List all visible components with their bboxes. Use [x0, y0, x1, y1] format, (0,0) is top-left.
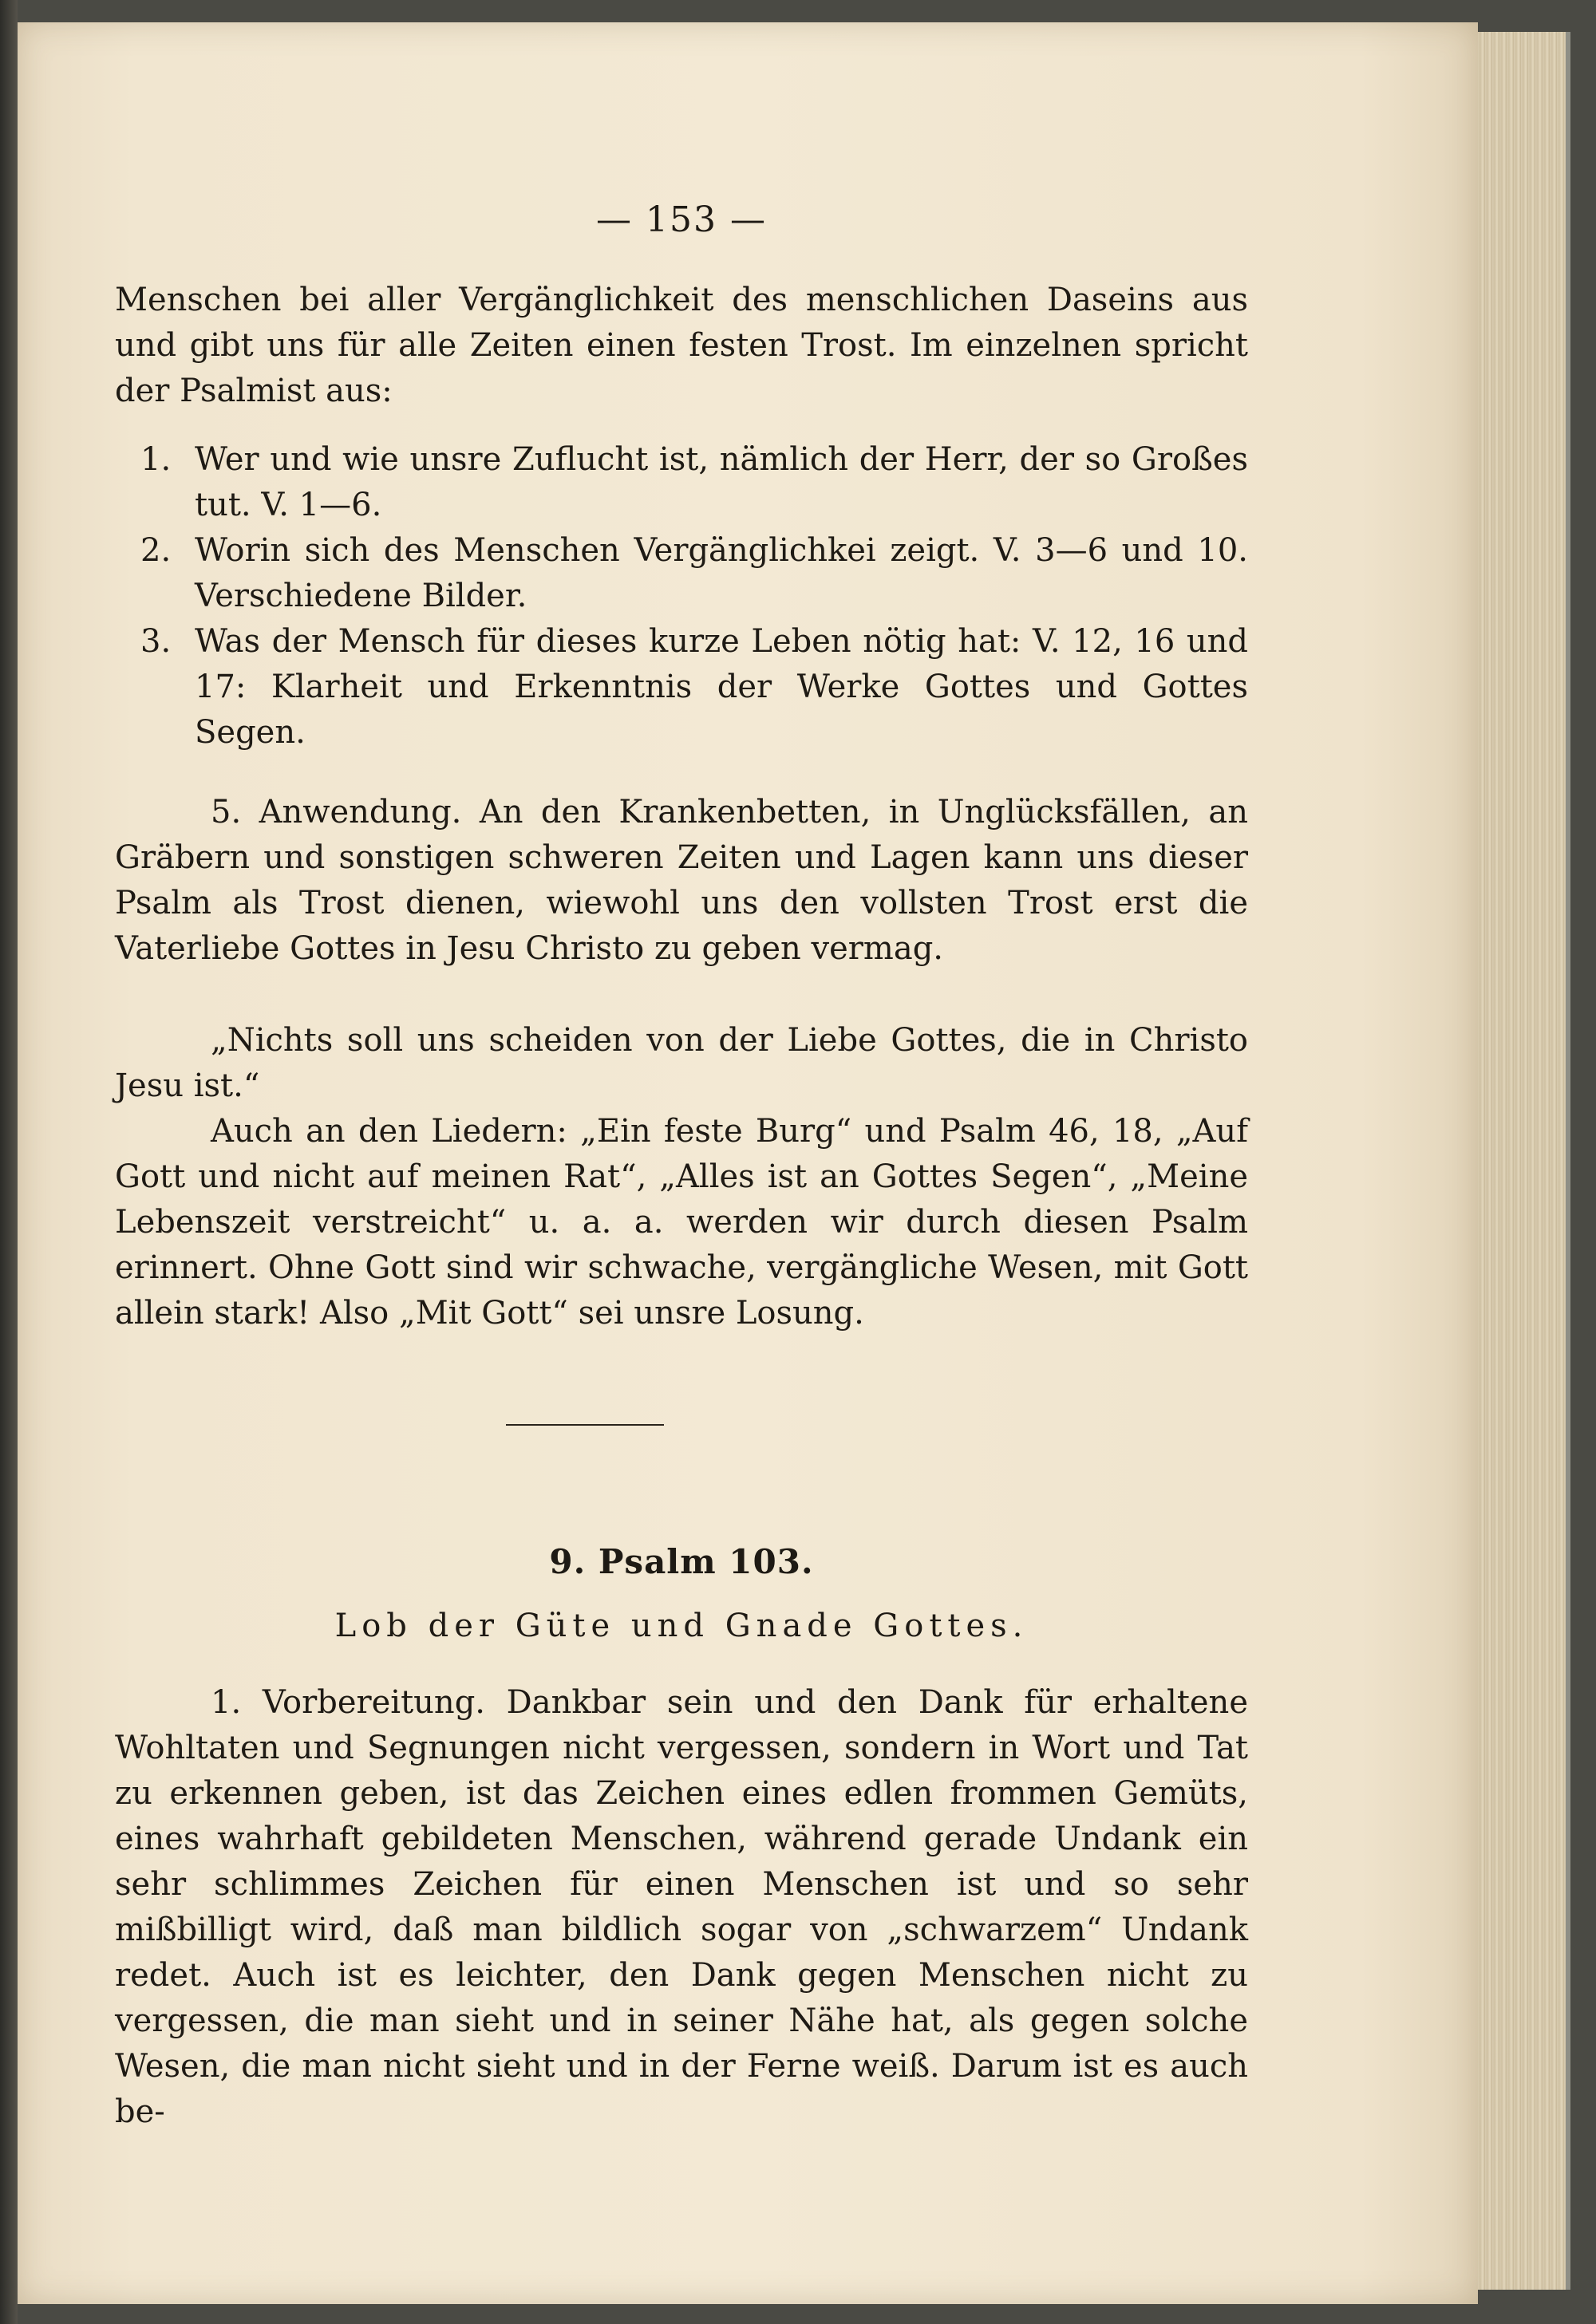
list-item-3-text: Was der Mensch für dieses kurze Leben nötig hat: V. 12, 16 und 17: Klarheit und Erkenntnis der Werke Gottes und Gottes Segen.: [195, 623, 1248, 751]
section-subheading: Lob der Güte und Gnade Gottes.: [334, 1608, 1029, 1644]
book-binding-edge: [0, 0, 18, 2324]
list-item-1-text: Wer und wie unsre Zuflucht ist, nämlich der Herr, der so Großes tut. V. 1—6.: [195, 441, 1248, 523]
list-item-1: [140, 437, 1248, 528]
intro-paragraph: Menschen bei aller Vergänglichkeit des menschlichen Daseins aus und gibt uns für alle Zeiten einen festen Trost. Im einzelnen spricht der Psalmist aus:: [115, 282, 1248, 409]
list-item-2-text: Worin sich des Menschen Vergänglichkei zeigt. V. 3—6 und 10. Verschiedene Bilder.: [195, 532, 1248, 614]
section-divider: [506, 1424, 664, 1426]
vorbereitung-paragraph: 1. Vorbereitung. Dankbar sein und den Dank für erhaltene Wohltaten und Segnungen nicht vergessen, sondern in Wort und Tat zu erkennen geben, ist das Zeichen eines edlen frommen Gemüts, eines wahrhaft gebildeten Menschen, während gerade Undank ein sehr schlimmes Zeichen für einen Menschen ist und so sehr mißbilligt wird, daß man bildlich sogar von „schwarzem“ Undank redet. Auch ist es leichter, den Dank gegen Menschen nicht zu vergessen, die man sieht und in seiner Nähe hat, als gegen solche Wesen, die man nicht sieht und in der Ferne weiß. Darum ist es auch be-: [115, 1684, 1248, 2130]
list-item-2-number: 2.: [140, 532, 172, 569]
list-item-3: [140, 619, 1248, 756]
page-stack-edges: [1478, 32, 1570, 2290]
lieder-paragraph: Auch an den Liedern: „Ein feste Burg“ und Psalm 46, 18, „Auf Gott und nicht auf meinen Rat“, „Alles ist an Gottes Segen“, „Meine Lebenszeit verstreicht“ u. a. a. werden wir durch diesen Psalm erinnert. Ohne Gott sind wir schwache, vergängliche Wesen, mit Gott allein stark! Also „Mit Gott“ sei unsre Losung.: [115, 1113, 1248, 1332]
list-item-2: [140, 528, 1248, 619]
list-item-1-number: 1.: [140, 441, 172, 478]
book-page: [18, 22, 1478, 2304]
anwendung-paragraph: 5. Anwendung. An den Krankenbetten, in Unglücksfällen, an Gräbern und sonstigen schweren Zeiten und Lagen kann uns dieser Psalm als Trost dienen, wiewohl uns den vollsten Trost erst die Vaterliebe Gottes in Jesu Christo zu geben vermag.: [115, 794, 1248, 967]
page-number: — 153 —: [596, 199, 767, 240]
section-heading: 9. Psalm 103.: [549, 1542, 814, 1581]
list-item-3-number: 3.: [140, 623, 172, 660]
bible-quote: „Nichts soll uns scheiden von der Liebe Gottes, die in Christo Jesu ist.“: [115, 1022, 1248, 1104]
